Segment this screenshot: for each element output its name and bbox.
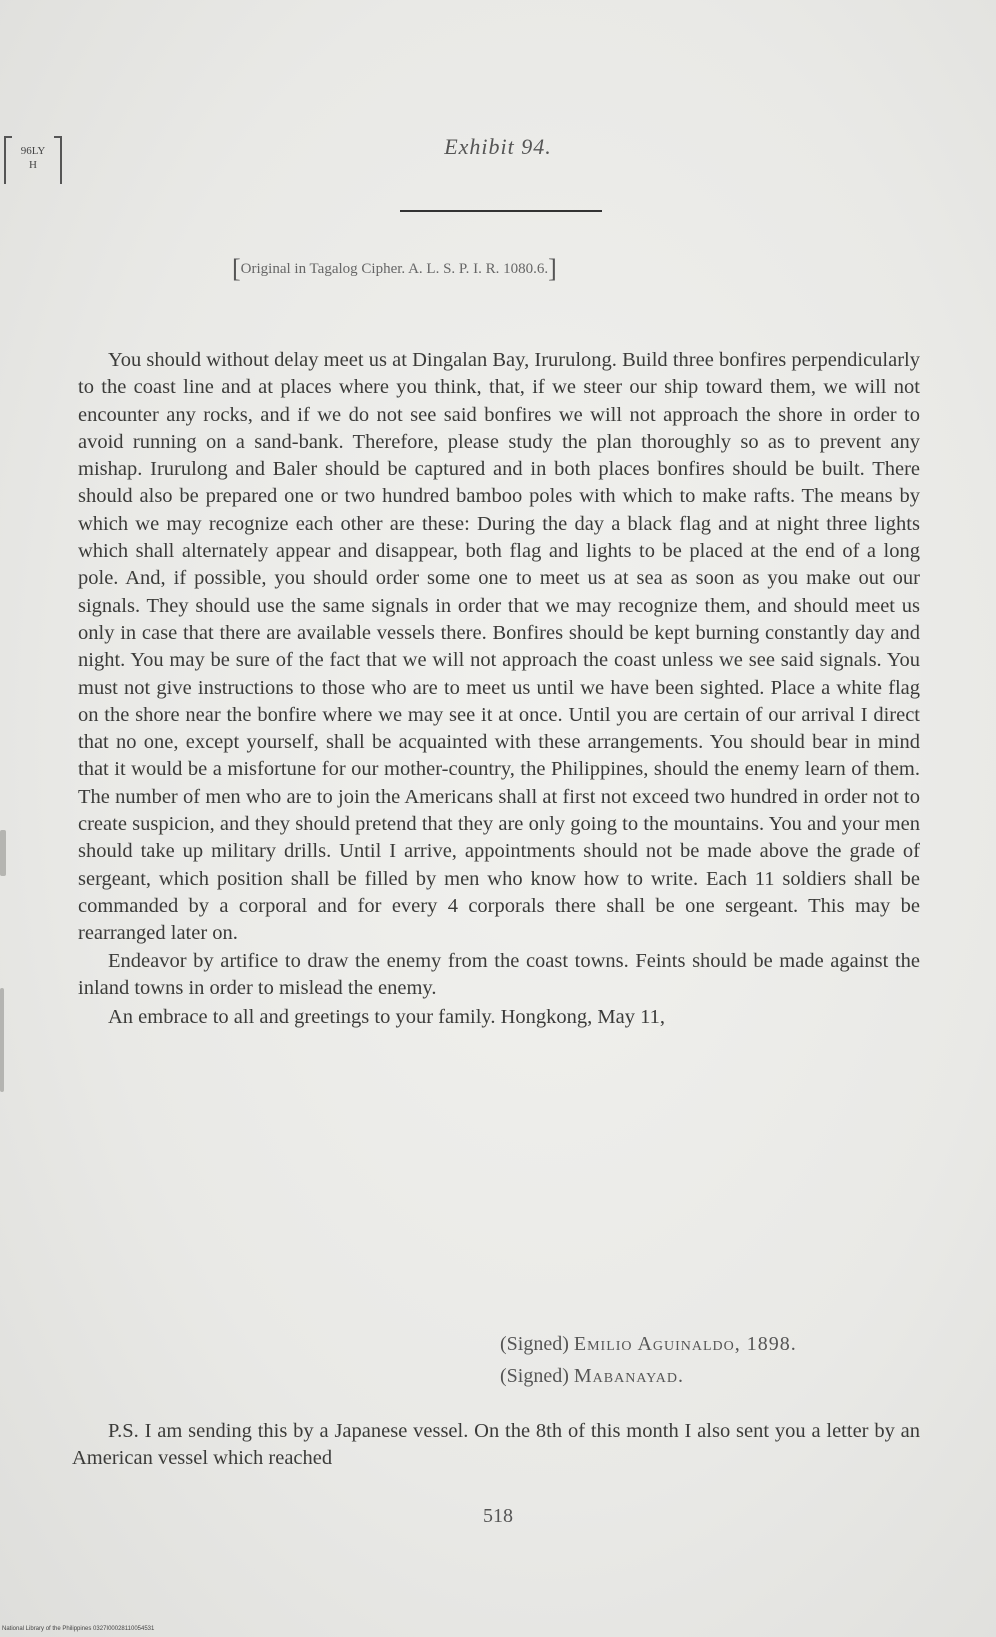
signature-block: [500, 1328, 797, 1392]
source-note: [232, 254, 557, 284]
margin-stamp-line-1: 96LY: [20, 145, 46, 157]
signature-name-aguinaldo: Emilio Aguinaldo, 1898.: [573, 1333, 797, 1355]
signature-prefix: (Signed): [500, 1333, 569, 1355]
letter-body: [78, 347, 920, 1031]
left-edge-mark: [0, 830, 6, 876]
source-note-text: Original in Tagalog Cipher. A. L. S. P. I. R. 1080.6.: [240, 261, 549, 277]
postscript: P.S. I am sending this by a Japanese vessel. On the 8th of this month I also sent you a letter by an American vessel which reached: [72, 1420, 920, 1469]
letter-paragraph-2: Endeavor by artifice to draw the enemy from the coast towns. Feints should be made against the inland towns in order to mislead the enemy.: [78, 949, 920, 999]
signature-prefix: (Signed): [500, 1365, 569, 1387]
footer-credit: National Library of the Philippines 0327I00028110054531: [2, 1626, 155, 1632]
signature-line-2: [500, 1360, 797, 1392]
letter-paragraph-1: You should without delay meet us at Dingalan Bay, Irurulong. Build three bonfires perpendicularly to the coast line and at places where you think, that, if we steer our ship toward them, we will not encounter any rocks, and if we do not see said bonfires we will not approach the shore in order to avoid running on a sand-bank. Therefore, please study the plan thoroughly so as to prevent any mishap. Irurulong and Baler should be captured and in both places bonfires should be built. There should also be prepared one or two hundred bamboo poles with which to make rafts. The means by which we may recognize each other are these: During the day a black flag and at night three lights which shall alternately appear and disappear, both flag and lights to be placed at the end of a long pole. And, if possible, you should order some one to meet us at sea as soon as you make out our signals. They should use the same signals in order that we may recognize them, and should meet us only in case that there are available vessels there. Bonfires should be kept burning constantly day and night. You may be sure of the fact that we will not approach the coast unless we see said signals. You must not give instructions to those who are to meet us until we have been sighted. Place a white flag on the shore near the bonfire where we may see it at once. Until you are certain of our arrival I direct that no one, except yourself, shall be acquainted with these arrangements. You should bear in mind that it would be a misfortune for our mother-country, the Philippines, should the enemy learn of them. The number of men who are to join the Americans shall at first not exceed two hundred in order not to create suspicion, and they should pretend that they are only going to the mountains. You and your men should take up military drills. Until I arrive, appointments should not be made above the grade of sergeant, which position shall be filled by men who know how to write. Each 11 soldiers shall be commanded by a corporal and for every 4 corporals there shall be one sergeant. This may be rearranged later on.: [78, 349, 920, 945]
title-divider: [400, 210, 602, 212]
page-number: 518: [483, 1505, 513, 1527]
signature-line-1: [500, 1328, 797, 1360]
close-bracket: ]: [548, 254, 557, 283]
letter-closing: An embrace to all and greetings to your family. Hongkong, May 11,: [108, 1006, 665, 1029]
margin-stamp-line-2: H: [29, 159, 37, 171]
open-bracket: [: [232, 254, 241, 283]
signature-name-mabanayad: Mabanayad.: [573, 1365, 684, 1387]
left-edge-mark: [0, 988, 4, 1092]
exhibit-title: Exhibit 94.: [444, 134, 552, 159]
